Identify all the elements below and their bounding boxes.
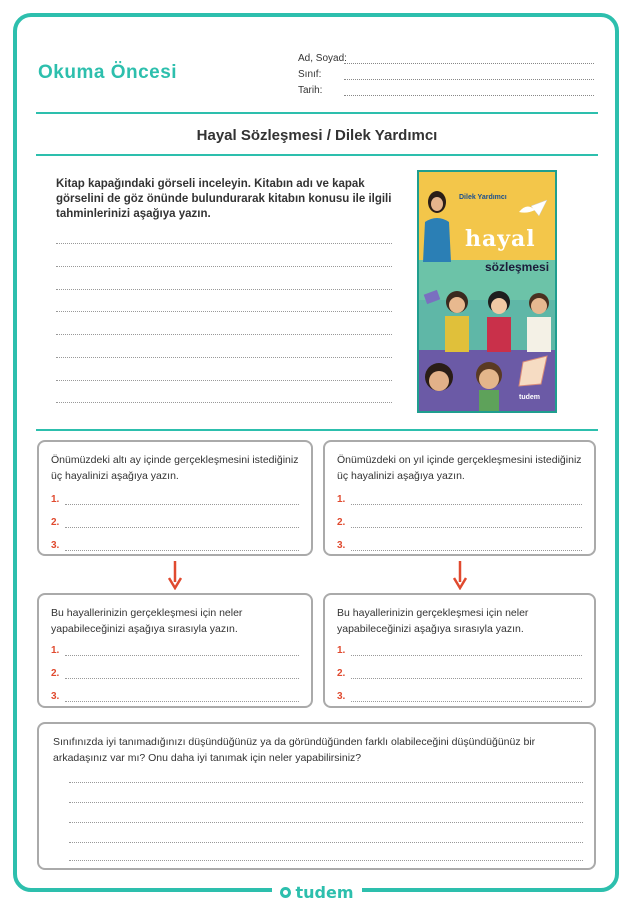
section-title: Okuma Öncesi [38,62,178,83]
answer-line[interactable] [65,520,299,528]
list-item[interactable] [337,491,582,505]
footer-brand: tudem [295,882,354,902]
answer-line[interactable] [65,694,299,702]
answer-line[interactable] [69,842,583,843]
answer-line[interactable] [65,648,299,656]
answer-line[interactable] [351,648,582,656]
student-info-fields [298,48,594,96]
steps-prompt: Bu hayallerinizin gerçekleşmesi için neler yapabileceğinizi aşağıya sırasıyla yazın. [337,607,529,635]
answer-line[interactable] [56,402,392,403]
answer-line[interactable] [56,266,392,267]
cover-publisher: tudem [519,394,540,401]
intro-prompt: Kitap kapağındaki görseli inceleyin. Kitabın adı ve kapak görselini de göz önünde bulundurarak kitabın konusu ile ilgili tahminlerinizi aşağıya yazın. [56,178,392,220]
footer-logo [272,879,362,903]
answer-line[interactable] [56,311,392,312]
list-item[interactable] [51,491,299,505]
item-number: 1. [337,645,346,656]
name-field-line[interactable] [344,54,594,64]
section-divider [36,429,598,431]
answer-line[interactable] [56,357,392,358]
answer-line[interactable] [351,497,582,505]
ten-years-dreams-box [323,440,596,556]
answer-line[interactable] [56,334,392,335]
item-number: 1. [51,494,60,505]
title-top-rule [36,112,598,114]
cover-author: Dilek Yardımcı [459,194,507,201]
answer-line[interactable] [69,822,583,823]
class-field[interactable] [298,64,594,80]
answer-line[interactable] [69,802,583,803]
list-item[interactable] [337,642,582,656]
classmate-question-box [37,722,596,870]
list-item[interactable] [337,537,582,551]
list-item[interactable] [51,537,299,551]
class-field-label: Sınıf: [298,69,322,80]
list-item[interactable] [51,642,299,656]
date-field[interactable] [298,80,594,96]
down-arrow-icon [453,560,467,590]
answer-line[interactable] [69,782,583,783]
answer-line[interactable] [56,380,392,381]
name-field-label: Ad, Soyad: [298,53,347,64]
ten-years-prompt: Önümüzdeki on yıl içinde gerçekleşmesini istediğiniz üç hayalinizi aşağıya yazın. [337,454,582,482]
answer-line[interactable] [56,243,392,244]
item-number: 1. [51,645,60,656]
item-number: 3. [337,691,346,702]
steps-prompt: Bu hayallerinizin gerçekleşmesi için neler yapabileceğinizi aşağıya sırasıyla yazın. [51,607,243,635]
tudem-logo-icon [280,887,291,898]
ten-years-steps-box [323,593,596,708]
list-item[interactable] [51,688,299,702]
six-months-steps-box [37,593,313,708]
item-number: 3. [337,540,346,551]
item-number: 2. [337,668,346,679]
list-item[interactable] [337,514,582,528]
classmate-prompt: Sınıfınızda iyi tanımadığınızı düşündüğünüz ya da göründüğünden farklı olabileceğini düşündüğünüz bir arkadaşınız var mı? Onu daha iyi tanımak için neler yapabilirsiniz? [53,736,536,764]
answer-line[interactable] [69,860,583,861]
date-field-label: Tarih: [298,85,323,96]
document-title: Hayal Sözleşmesi / Dilek Yardımcı [196,127,438,144]
class-field-line[interactable] [344,70,594,80]
item-number: 1. [337,494,346,505]
item-number: 2. [51,668,60,679]
down-arrow-icon [168,560,182,590]
answer-line[interactable] [65,671,299,679]
answer-line[interactable] [56,289,392,290]
answer-line[interactable] [351,671,582,679]
answer-line[interactable] [65,497,299,505]
date-field-line[interactable] [344,86,594,96]
six-months-prompt: Önümüzdeki altı ay içinde gerçekleşmesini istediğiniz üç hayalinizi aşağıya yazın. [51,454,299,482]
cover-title-line2: sözleşmesi [485,260,550,274]
answer-line[interactable] [351,694,582,702]
book-cover [417,170,557,413]
book-cover-illustration [419,172,555,411]
item-number: 3. [51,691,60,702]
answer-line[interactable] [351,520,582,528]
item-number: 2. [51,517,60,528]
answer-line[interactable] [351,543,582,551]
list-item[interactable] [337,688,582,702]
list-item[interactable] [51,514,299,528]
list-item[interactable] [51,665,299,679]
answer-line[interactable] [65,543,299,551]
title-bottom-rule [36,154,598,156]
six-months-dreams-box [37,440,313,556]
name-field[interactable] [298,48,594,64]
list-item[interactable] [337,665,582,679]
cover-title-line1: hayal [465,226,536,252]
item-number: 2. [337,517,346,528]
item-number: 3. [51,540,60,551]
